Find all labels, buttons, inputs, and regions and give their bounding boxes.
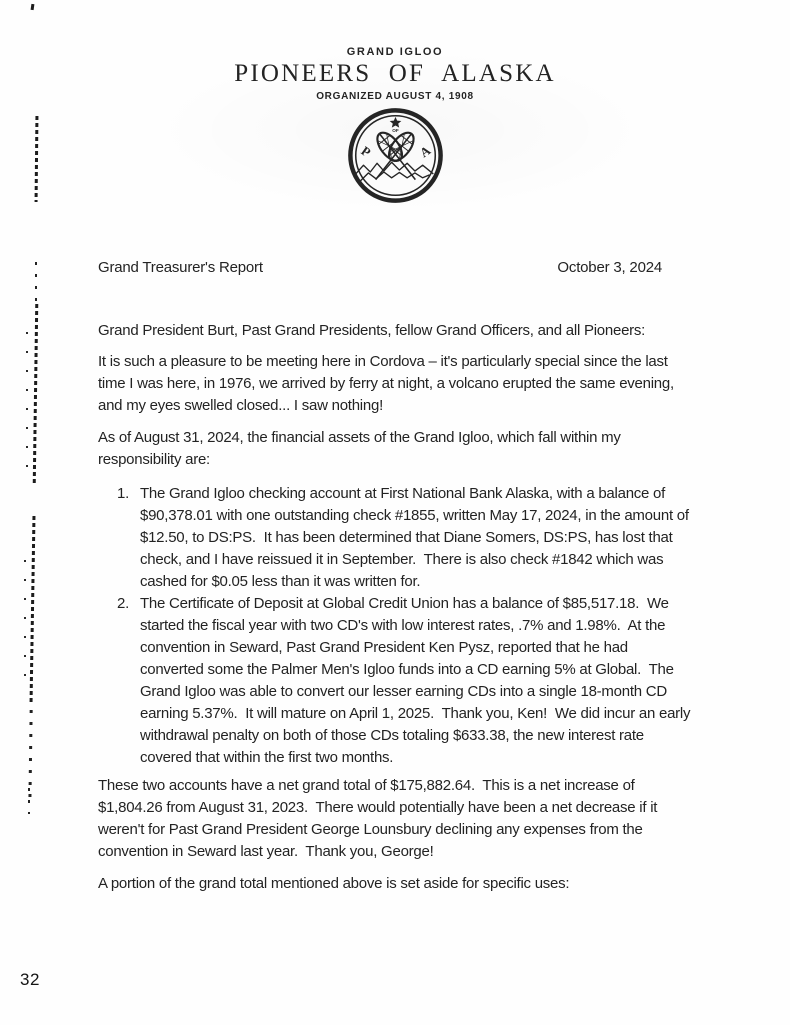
scan-artifact-strip xyxy=(33,304,38,484)
mountains-icon xyxy=(355,162,433,180)
paragraph-totals: These two accounts have a net grand total of $175,882.64. This is a net increase of $1,804.26 from August 31, 2023. There would potentially have been a net decrease if it weren't for Past Grand President George Lounsbury declining any expenses from the convention in Seward last year. Thank you, George! xyxy=(98,777,662,860)
org-seal xyxy=(0,107,790,209)
letterhead xyxy=(0,46,790,209)
pioneers-seal-icon xyxy=(347,107,444,204)
seal-letter-p: P xyxy=(357,143,374,160)
seal-letter-a: A xyxy=(416,142,433,161)
scan-artifact-strip xyxy=(35,262,37,304)
paragraph-intro: It is such a pleasure to be meeting here in Cordova – it's particularly special since the last time I was here, in 1976, we arrived by ferry at night, a volcano erupted the same evening, and my eyes swelled closed... I saw nothing! xyxy=(98,353,678,414)
list-item-checking-account xyxy=(98,483,694,593)
scan-artifact-ticks xyxy=(26,332,28,472)
report-title: Grand Treasurer's Report xyxy=(98,259,263,276)
list-item-certificate-of-deposit xyxy=(98,593,694,769)
salutation: Grand President Burt, Past Grand Presidents, fellow Grand Officers, and all Pioneers: xyxy=(98,322,646,339)
org-superscript: GRAND IGLOO xyxy=(346,46,444,58)
report-body xyxy=(98,320,694,895)
page-number: 32 xyxy=(20,970,40,989)
paragraph-set-aside: A portion of the grand total mentioned above is set aside for specific uses: xyxy=(98,875,570,892)
scan-artifact-strip xyxy=(28,788,30,814)
report-date: October 3, 2024 xyxy=(557,259,662,276)
assets-list xyxy=(98,483,694,769)
seal-of-label: OF xyxy=(391,127,399,133)
list-item-text: The Certificate of Deposit at Global Credit Union has a balance of $85,517.18. We started the fiscal year with two CD's with low interest rates, .7% and 1.98%. At the convention in Seward, Past Grand President Ken Pysz, reported that he had converted some the Palmer Men's Igloo funds into a CD earning 5% at Global. The Grand Igloo was able to convert our lesser earning CDs into a single 18-month CD earning 5.37%. It will mature on April 1, 2025. Thank you, Ken! We did incur an early withdrawal penalty on both of those CDs totaling $633.38, the new interest rate covered that within the first two months. xyxy=(140,595,695,766)
scan-artifact-dot xyxy=(31,4,35,10)
scan-artifact-ticks xyxy=(24,560,26,682)
list-item-text: The Grand Igloo checking account at First National Bank Alaska, with a balance of $90,378.01 with one outstanding check #1855, written May 17, 2024, in the amount of $12.50, to DS:PS. It has been determined that Diane Somers, DS:PS, has lost that check, and I have reissued it in September. There is also check #1842 which was cashed for $0.05 less than it was written for. xyxy=(140,485,693,590)
scan-artifact-strip xyxy=(28,710,32,806)
list-item-number: 1. xyxy=(117,485,130,502)
list-item-number: 2. xyxy=(117,595,130,612)
report-title-row xyxy=(98,259,662,276)
org-name: PIONEERS OF ALASKA xyxy=(234,60,556,87)
paragraph-assets-lead: As of August 31, 2024, the financial assets of the Grand Igloo, which fall within my responsibility are: xyxy=(98,429,625,468)
org-organized-date: ORGANIZED AUGUST 4, 1908 xyxy=(316,91,474,102)
scan-artifact-strip xyxy=(30,516,36,704)
star-icon xyxy=(389,117,401,128)
